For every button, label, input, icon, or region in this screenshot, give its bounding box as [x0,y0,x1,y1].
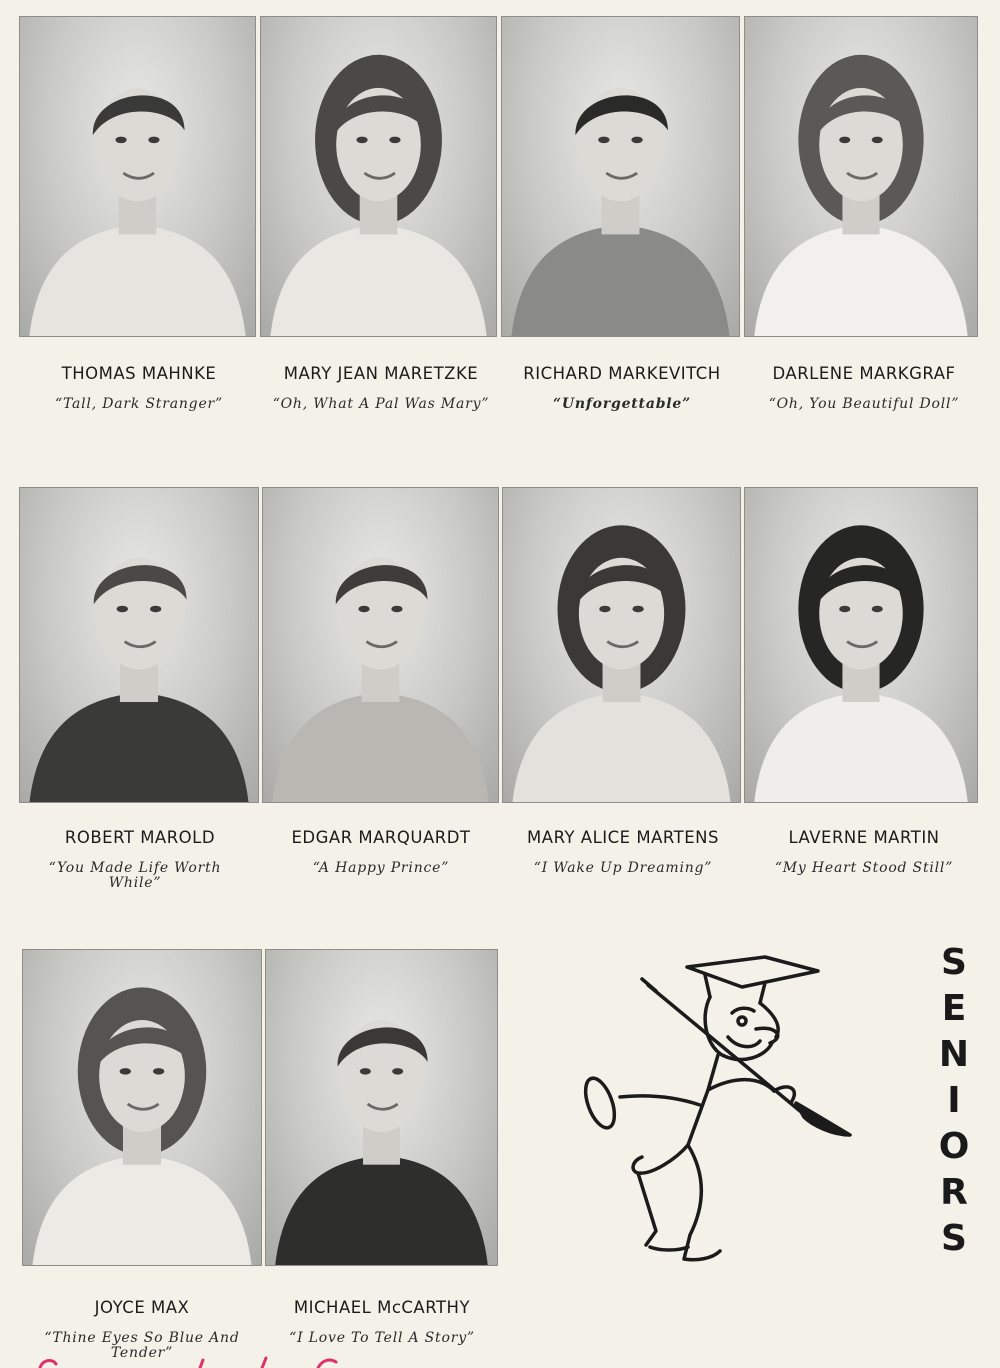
student-quote: “My Heart Stood Still” [774,860,954,876]
portrait-photo [22,949,262,1266]
eye-shape [389,137,400,144]
eye-shape [360,1068,371,1075]
student-quote: “A Happy Prince” [312,860,450,876]
seniors-letter: S [941,942,967,983]
portrait-photo [19,16,256,337]
eye-shape [148,137,159,144]
portrait-photo [501,16,740,337]
portrait-photo [744,487,978,803]
eye-shape [150,606,161,613]
portrait-silhouette [20,488,258,802]
portrait-silhouette [745,488,977,802]
portrait-photo [744,16,978,337]
eye-shape [117,606,128,613]
eye-shape [631,137,642,144]
seniors-letter: E [941,988,967,1029]
eye-shape [839,606,850,613]
portrait-silhouette [20,17,255,336]
student-name: EDGAR MARQUARDT [291,828,471,847]
student-name: JOYCE MAX [94,1298,190,1317]
student-name: RICHARD MARKEVITCH [523,364,721,383]
student-quote: “Thine Eyes So Blue And Tender” [44,1330,240,1361]
shoulders-shape [33,1155,252,1265]
shoulders-shape [270,225,486,336]
shoulders-shape [754,693,967,802]
student-quote: “Unforgettable” [553,396,691,412]
seniors-letter: S [941,1218,967,1259]
eye-shape [598,137,609,144]
portrait-silhouette [502,17,739,336]
seniors-vertical-title [934,940,974,1262]
eye-shape [872,606,883,613]
eye-shape [392,1068,403,1075]
portrait-silhouette [503,488,740,802]
eye-shape [872,137,883,144]
seniors-letter: R [940,1172,968,1213]
shoulders-shape [30,693,249,802]
student-name: DARLENE MARKGRAF [772,364,956,383]
student-quote: “I Love To Tell A Story” [289,1330,475,1346]
eye-shape [356,137,367,144]
student-quote: “Oh, You Beautiful Doll” [768,396,960,412]
eye-shape [599,606,610,613]
portrait-photo [262,487,499,803]
graduate-painter-mascot-illustration [560,945,870,1265]
student-name: MICHAEL McCARTHY [293,1298,471,1317]
student-quote: “You Made Life Worth While” [48,860,222,891]
shoulders-shape [511,225,729,336]
student-name: THOMAS MAHNKE [61,364,217,383]
portrait-photo [502,487,741,803]
portrait-silhouette [745,17,977,336]
shoulders-shape [272,693,488,802]
student-quote: “Oh, What A Pal Was Mary” [272,396,490,412]
eye-shape [839,137,850,144]
eye-shape [153,1068,164,1075]
portrait-silhouette [266,950,497,1265]
eye-shape [391,606,402,613]
shoulders-shape [29,225,245,336]
portrait-photo [260,16,497,337]
shoulders-shape [754,225,967,336]
seniors-letter: N [938,1034,970,1075]
shoulders-shape [275,1155,488,1265]
student-name: LAVERNE MARTIN [788,828,940,847]
seniors-letter: O [938,1126,970,1167]
pink-handwriting-fragment [0,1356,380,1368]
student-name: ROBERT MAROLD [64,828,216,847]
portrait-photo [19,487,259,803]
seniors-letter: I [947,1080,961,1121]
eye-shape [115,137,126,144]
portrait-silhouette [23,950,261,1265]
portrait-silhouette [263,488,498,802]
student-name: MARY JEAN MARETZKE [283,364,479,383]
shoulders-shape [512,693,730,802]
student-name: MARY ALICE MARTENS [527,828,719,847]
portrait-silhouette [261,17,496,336]
eye-shape [120,1068,131,1075]
eye-shape [358,606,369,613]
student-quote: “Tall, Dark Stranger” [55,396,223,412]
student-quote: “I Wake Up Dreaming” [533,860,713,876]
eye-shape [632,606,643,613]
portrait-photo [265,949,498,1266]
